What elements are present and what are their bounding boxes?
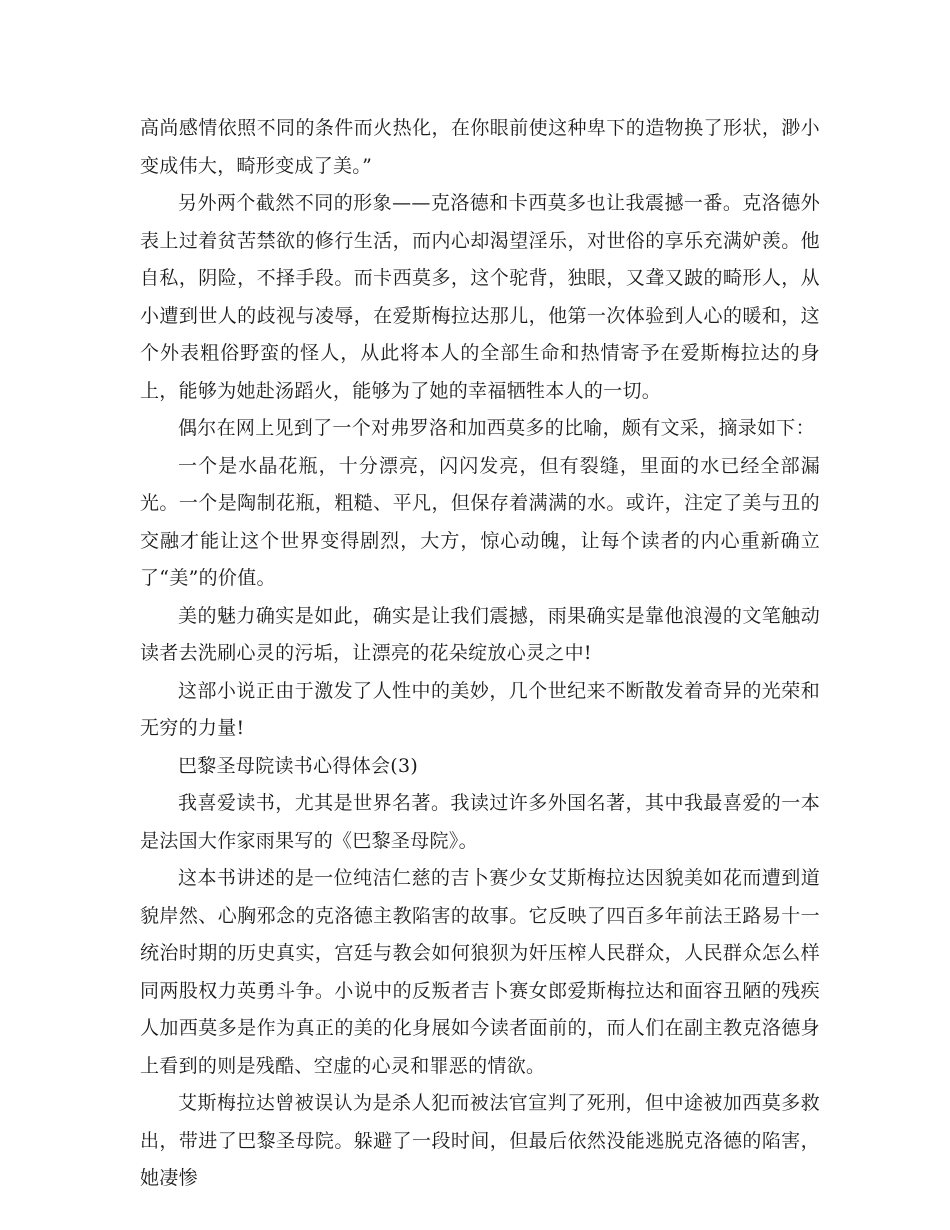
paragraph: 美的魅力确实是如此，确实是让我们震撼，雨果确实是靠他浪漫的文笔触动读者去洗刷心灵的污垢，让漂亮的花朵绽放心灵之中!: [140, 604, 820, 664]
paragraph: 我喜爱读书，尤其是世界名著。我读过许多外国名著，其中我最喜爱的一本是法国大作家雨果写的《巴黎圣母院》。: [140, 792, 820, 852]
paragraph: 一个是水晶花瓶，十分漂亮，闪闪发亮，但有裂缝，里面的水已经全部漏光。一个是陶制花瓶，粗糙、平凡，但保存着满满的水。或许，注定了美与丑的交融才能让这个世界变得剧烈，大方，惊心动魄，让每个读者的内心重新确立了“美”的价值。: [140, 454, 820, 589]
paragraph: 艾斯梅拉达曾被误认为是杀人犯而被法官宣判了死刑，但中途被加西莫多救出，带进了巴黎圣母院。躲避了一段时间，但最后依然没能逃脱克洛德的陷害，她凄惨: [140, 1092, 820, 1189]
paragraph: 这本书讲述的是一位纯洁仁慈的吉卜赛少女艾斯梅拉达因貌美如花而遭到道貌岸然、心胸邪念的克洛德主教陷害的故事。它反映了四百多年前法王路易十一统治时期的历史真实，宫廷与教会如何狼狈为奸压榨人民群众，人民群众怎么样同两股权力英勇斗争。小说中的反叛者吉卜赛女郎爱斯梅拉达和面容丑陋的残疾人加西莫多是作为真正的美的化身展如今读者面前的，而人们在副主教克洛德身上看到的则是残酷、空虚的心灵和罪恶的情欲。: [140, 867, 820, 1077]
paragraph: 高尚感情依照不同的条件而火热化，在你眼前使这种卑下的造物换了形状，渺小变成伟大，畸形变成了美。”: [140, 117, 820, 177]
paragraph: 这部小说正由于激发了人性中的美妙，几个世纪来不断散发着奇异的光荣和无穷的力量!: [140, 679, 820, 739]
paragraph: 另外两个截然不同的形象——克洛德和卡西莫多也让我震撼一番。克洛德外表上过着贫苦禁欲的修行生活，而内心却渴望淫乐，对世俗的享乐充满妒羡。他自私，阴险，不择手段。而卡西莫多，这个驼背，独眼，又聋又跛的畸形人，从小遭到世人的歧视与凌辱，在爱斯梅拉达那儿，他第一次体验到人心的暖和，这个外表粗俗野蛮的怪人，从此将本人的全部生命和热情寄予在爱斯梅拉达的身上，能够为她赴汤蹈火，能够为了她的幸福牺牲本人的一切。: [140, 192, 820, 402]
section-heading: 巴黎圣母院读书心得体会(3): [178, 754, 419, 777]
paragraph: 偶尔在网上见到了一个对弗罗洛和加西莫多的比喻，颇有文采，摘录如下：: [178, 417, 815, 439]
document-body: [140, 110, 820, 1198]
